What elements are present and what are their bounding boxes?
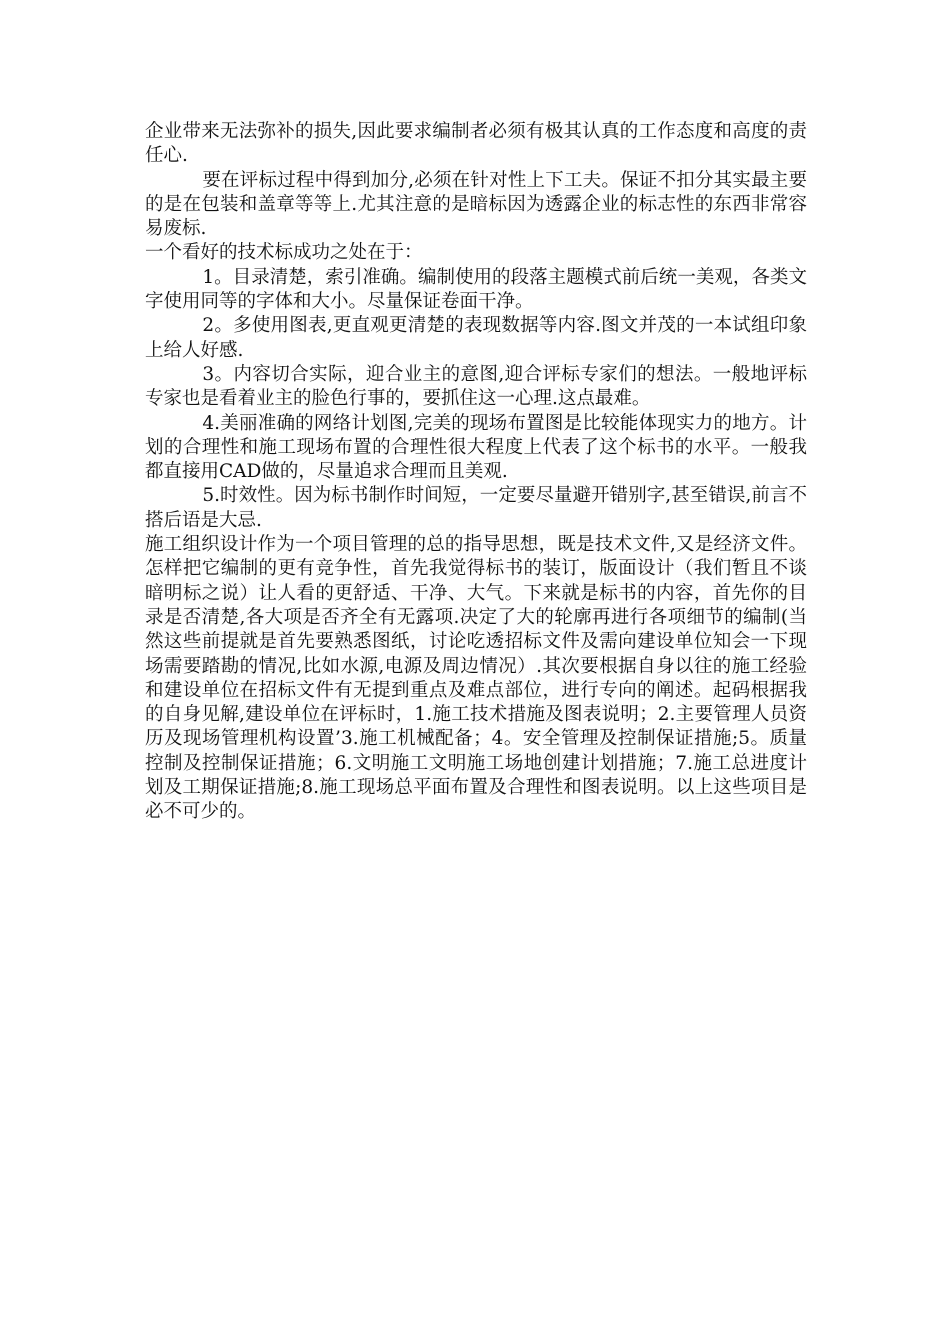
document-page [145, 120, 807, 825]
paragraph-item-3: 3。内容切合实际，迎合业主的意图,迎合评标专家们的想法。一般地评标专家也是看着业主的脸色行事的，要抓住这一心理.这点最难。 [145, 363, 807, 410]
paragraph-loss-warning: 企业带来无法弥补的损失,因此要求编制者必须有极其认真的工作态度和高度的责任心. [145, 121, 807, 167]
paragraph-item-5: 5.时效性。因为标书制作时间短，一定要尽量避开错别字,甚至错误,前言不搭后语是大忌. [145, 485, 807, 531]
paragraph-item-4: 4.美丽准确的网络计划图,完美的现场布置图是比较能体现实力的地方。计划的合理性和施工现场布置的合理性很大程度上代表了这个标书的水平。一般我都直接用CAD做的，尽量追求合理而且美观. [145, 412, 807, 483]
paragraph-bonus-points: 要在评标过程中得到加分,必须在针对性上下工夫。保证不扣分其实最主要的是在包装和盖章等等上.尤其注意的是暗标因为透露企业的标志性的东西非常容易废标. [145, 169, 807, 240]
paragraph-construction-design: 施工组织设计作为一个项目管理的总的指导思想，既是技术文件,又是经济文件。怎样把它编制的更有竞争性，首先我觉得标书的装订，版面设计（我们暂且不谈暗明标之说）让人看的更舒适、干净、大气。下来就是标书的内容，首先你的目录是否清楚,各大项是否齐全有无露项.决定了大的轮廓再进行各项细节的编制(当然这些前提就是首先要熟悉图纸，讨论吃透招标文件及需向建设单位知会一下现场需要踏勘的情况,比如水源,电源及周边情况）.其次要根据自身以往的施工经验和建设单位在招标文件有无提到重点及难点部位，进行专向的阐述。起码根据我的自身见解,建设单位在评标时，1.施工技术措施及图表说明；2.主要管理人员资历及现场管理机构设置’3.施工机械配备；4。安全管理及控制保证措施;5。质量控制及控制保证措施；6.文明施工文明施工场地创建计划措施；7.施工总进度计划及工期保证措施;8.施工现场总平面布置及合理性和图表说明。以上这些项目是必不可少的。 [145, 534, 807, 823]
paragraph-item-1: 1。目录清楚，索引准确。编制使用的段落主题模式前后统一美观，各类文字使用同等的字体和大小。尽量保证卷面干净。 [145, 266, 807, 313]
paragraph-item-2: 2。多使用图表,更直观更清楚的表现数据等内容.图文并茂的一本试组印象上给人好感. [145, 315, 807, 361]
paragraph-success-heading: 一个看好的技术标成功之处在于： [145, 242, 423, 264]
